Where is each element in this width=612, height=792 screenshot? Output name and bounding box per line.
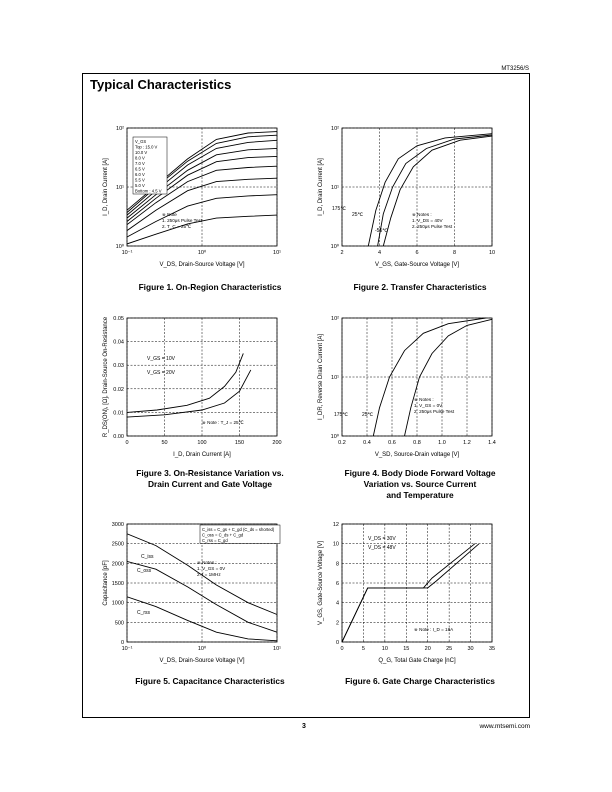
x-tick-label: 200: [272, 440, 282, 446]
y-tick-label: 0.05: [113, 316, 124, 322]
legend-entry: C_rss = C_gd: [202, 538, 228, 543]
footer-url: www.mtsemi.com: [479, 723, 530, 730]
y-tick-label: 0.04: [113, 339, 124, 346]
series-2-line: [342, 544, 479, 642]
x-tick-label: 5: [361, 646, 365, 652]
series-1-line: [127, 353, 243, 412]
y-tick-label: 10¹: [116, 185, 124, 191]
x-tick-label: 1.4: [488, 440, 496, 446]
y-tick-label: 0.01: [113, 410, 124, 417]
page-number: 3: [302, 723, 306, 730]
y-tick-label: 10¹: [331, 185, 339, 191]
y-tick-label: 10²: [116, 126, 124, 132]
figure-4-body-diode: [310, 312, 530, 467]
legend-entry: V_GS: [135, 139, 147, 144]
x-tick-label: 100: [197, 440, 207, 446]
series-1-line: [342, 544, 475, 642]
figure-2-caption: Figure 2. Transfer Characteristics: [353, 282, 487, 292]
x-tick-label: 50: [161, 440, 168, 446]
chart-note: ※ Note : T_J = 25℃: [202, 420, 244, 425]
chart-note: 1. V_DS = 40V: [412, 218, 443, 223]
x-tick-label: 2: [340, 250, 344, 256]
y-tick-label: 1500: [111, 581, 124, 587]
y-axis-label: R_DS(ON), [Ω], Drain-Source On-Resistance: [103, 316, 109, 438]
page-title: Typical Characteristics: [90, 77, 232, 92]
legend-entry: 7.0 V: [135, 161, 145, 166]
series-annotation: 25℃: [352, 212, 364, 218]
x-tick-label: 0.4: [363, 440, 371, 446]
x-tick-label: 10⁰: [197, 646, 207, 652]
x-axis-label: V_SD, Source-Drain voltage [V]: [374, 452, 460, 458]
y-axis-label: V_GS, Gate-Source Voltage [V]: [318, 540, 324, 626]
y-tick-label: 500: [114, 620, 124, 627]
x-tick-label: 25: [446, 646, 453, 652]
y-tick-label: 10⁰: [330, 434, 339, 440]
figure-5-caption: Figure 5. Capacitance Characteristics: [135, 676, 285, 686]
y-tick-label: 0.00: [113, 434, 124, 440]
legend-entry: 5.0 V: [135, 183, 145, 188]
legend-entry: C_iss = C_gs + C_gd (C_ds = shorted): [202, 527, 275, 532]
chart-note: ※ Note : I_D = 18A: [414, 627, 454, 632]
legend-entry: 8.0 V: [135, 155, 145, 161]
y-tick-label: 0.03: [113, 363, 124, 370]
x-tick-label: 20: [424, 646, 431, 652]
y-tick-label: 10²: [331, 316, 339, 322]
x-axis-label: V_GS, Gate-Source Voltage [V]: [374, 262, 460, 268]
chart-note: 2. f = 1MHz: [197, 572, 221, 577]
chart-6-svg: [310, 518, 530, 668]
y-tick-label: 0: [120, 640, 124, 646]
figure-1-on-region: [95, 122, 315, 277]
y-tick-label: 4: [335, 600, 339, 607]
x-tick-label: 10⁻¹: [121, 646, 133, 652]
figure-2-transfer: [310, 122, 530, 277]
x-tick-label: 30: [467, 646, 474, 652]
x-axis-label: Q_G, Total Gate Charge [nC]: [378, 658, 456, 664]
series-3-line: [383, 136, 492, 246]
x-axis-label: V_DS, Drain-Source Voltage [V]: [159, 658, 245, 664]
chart-note: 1. V_GS = 0V: [414, 403, 443, 408]
y-tick-label: 8: [335, 561, 339, 568]
part-number: MT3256/S: [501, 66, 529, 72]
series-2-line: [405, 319, 493, 436]
x-tick-label: 15: [403, 646, 410, 652]
legend-entry: Top : 15.0 V: [135, 144, 158, 150]
x-tick-label: 0.8: [413, 440, 421, 446]
series-2-line: [378, 135, 492, 246]
x-tick-label: 10¹: [273, 646, 281, 652]
figure-4-caption: Figure 4. Body Diode Forward Voltage Variation vs. Source Current and Temperature: [344, 468, 496, 500]
series-annotation: V_DS = 30V: [368, 536, 396, 542]
figure-5-capacitance: [95, 518, 315, 673]
chart-note: ※ Notes :: [412, 212, 432, 217]
y-axis-label: I_D, Drain Current [A]: [318, 158, 324, 216]
series-annotation: -55℃: [375, 228, 388, 234]
x-tick-label: 0: [340, 646, 344, 652]
y-tick-label: 10: [332, 541, 339, 548]
chart-note: 2. 250μs Pulse Test: [414, 409, 455, 414]
x-tick-label: 10¹: [273, 250, 281, 256]
y-axis-label: I_D, Drain Current [A]: [103, 158, 109, 216]
x-tick-label: 150: [234, 440, 245, 446]
x-tick-label: 0.2: [338, 440, 346, 446]
chart-2-svg: [310, 122, 530, 272]
figure-1-caption: Figure 1. On-Region Characteristics: [138, 282, 282, 292]
chart-note: 2. 250μs Pulse Test: [412, 224, 453, 229]
chart-3-svg: [95, 312, 315, 462]
x-tick-label: 0.6: [388, 440, 396, 446]
legend-entry: 6.0 V: [135, 172, 145, 177]
chart-4-svg: [310, 312, 530, 462]
chart-note: ※ Note: [162, 212, 177, 217]
x-axis-label: V_DS, Drain-Source Voltage [V]: [159, 262, 245, 268]
y-tick-label: 12: [332, 522, 339, 528]
figure-3-caption: Figure 3. On-Resistance Variation vs. Drain Current and Gate Voltage: [136, 468, 284, 489]
x-tick-label: 1.0: [438, 440, 446, 446]
chart-note: 1. V_GS = 0V: [197, 566, 226, 571]
figure-6-caption: Figure 6. Gate Charge Characteristics: [345, 676, 495, 686]
series-annotation: 25℃: [362, 412, 374, 418]
y-tick-label: 10⁰: [330, 244, 339, 250]
y-tick-label: 0: [335, 640, 339, 646]
y-axis-label: I_DR, Reverse Drain Current [A]: [318, 333, 324, 421]
legend-entry: 10.0 V: [135, 150, 148, 155]
y-axis-label: Capacitance [pF]: [103, 560, 109, 606]
y-tick-label: 10¹: [331, 375, 339, 381]
y-tick-label: 10⁰: [115, 244, 124, 250]
x-tick-label: 8: [452, 250, 457, 256]
series-annotation: C_iss: [141, 554, 154, 560]
chart-1-svg: [95, 122, 315, 272]
y-tick-label: 3000: [111, 522, 124, 528]
x-tick-label: 35: [488, 646, 496, 652]
chart-note: 2. T_C = 25℃: [162, 224, 192, 229]
y-tick-label: 1000: [111, 600, 124, 607]
figure-6-gate-charge: [310, 518, 530, 673]
chart-note: ※ Notes :: [197, 560, 217, 565]
figure-3-on-resistance: [95, 312, 315, 467]
x-tick-label: 1.2: [463, 440, 471, 446]
legend-entry: C_oss = C_ds + C_gd: [202, 532, 244, 538]
legend-entry: 5.5 V: [135, 177, 145, 183]
x-tick-label: 6: [415, 250, 419, 256]
series-annotation: C_oss: [137, 568, 152, 574]
y-tick-label: 10²: [331, 126, 339, 132]
x-tick-label: 10: [488, 250, 496, 256]
chart-note: 1. 250μs Pulse Test: [162, 218, 203, 223]
series-annotation: V_GS = 20V: [147, 370, 175, 376]
x-tick-label: 10: [381, 646, 388, 652]
series-annotation: 175℃: [332, 206, 346, 212]
x-axis-label: I_D, Drain Current [A]: [173, 452, 231, 458]
legend-entry: Bottom : 4.5 V: [135, 188, 162, 194]
series-annotation: V_GS = 10V: [147, 356, 175, 362]
y-tick-label: 0.02: [113, 386, 124, 393]
series-annotation: 175℃: [334, 412, 348, 418]
chart-5-svg: [95, 518, 315, 668]
y-tick-label: 2000: [111, 561, 124, 568]
y-tick-label: 2500: [111, 541, 124, 548]
x-tick-label: 0: [125, 440, 129, 446]
chart-note: ※ Notes :: [414, 397, 434, 402]
x-tick-label: 10⁻¹: [121, 250, 133, 256]
series-annotation: V_DS = 48V: [368, 545, 396, 551]
legend-entry: 6.5 V: [135, 166, 145, 172]
y-tick-label: 2: [335, 620, 339, 627]
x-tick-label: 10⁰: [197, 250, 207, 256]
series-annotation: C_rss: [137, 610, 151, 616]
y-tick-label: 6: [335, 581, 339, 587]
x-tick-label: 4: [377, 250, 382, 256]
